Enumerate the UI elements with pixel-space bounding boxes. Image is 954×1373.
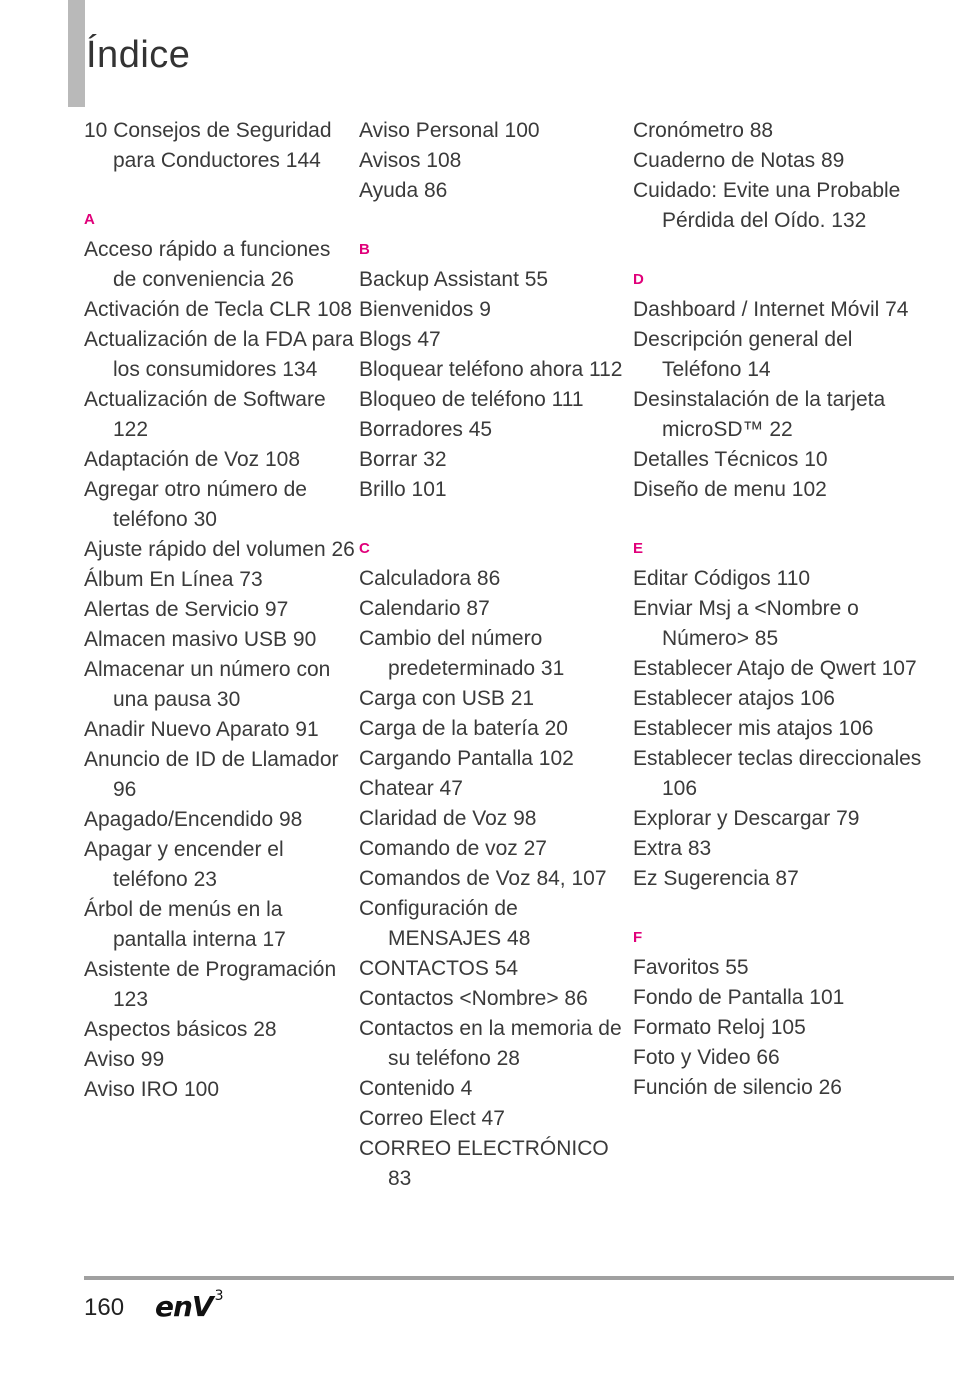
index-entry: Chatear 47 <box>359 777 463 800</box>
index-letter-heading: C <box>359 540 370 557</box>
index-entry: Cargando Pantalla 102 <box>359 747 574 770</box>
index-entry: Asistente de Programación 123 <box>84 958 337 1011</box>
index-entry: Actualización de la FDA para los consumidores 134 <box>84 328 354 381</box>
index-entry: Agregar otro número de teléfono 30 <box>84 478 307 531</box>
index-entry: 10 Consejos de Seguridad para Conductores 144 <box>84 119 332 172</box>
title-side-bar <box>68 0 85 107</box>
index-entry: Establecer mis atajos 106 <box>633 717 874 740</box>
index-entry: Formato Reloj 105 <box>633 1016 806 1039</box>
index-entry: Carga de la batería 20 <box>359 717 568 740</box>
env3-logo <box>155 1290 224 1326</box>
index-entry: Aviso IRO 100 <box>84 1078 220 1101</box>
index-entry: Activación de Tecla CLR 108 <box>84 298 353 321</box>
index-entry: Editar Códigos 110 <box>633 567 811 590</box>
index-entry: Adaptación de Voz 108 <box>84 448 301 471</box>
index-entry: Cuaderno de Notas 89 <box>633 149 845 172</box>
index-entry: Borradores 45 <box>359 418 493 441</box>
index-entry: Favoritos 55 <box>633 956 749 979</box>
index-letter-heading: D <box>633 271 644 288</box>
page-number: 160 <box>84 1294 125 1321</box>
footer-rule <box>84 1276 954 1280</box>
index-entry: Desinstalación de la tarjeta microSD™ 22 <box>633 388 886 441</box>
index-entry: Álbum En Línea 73 <box>84 568 263 591</box>
index-entry: Bloqueo de teléfono 111 <box>359 388 584 411</box>
index-entry: Borrar 32 <box>359 448 447 471</box>
index-entry: CORREO ELECTRÓNICO 83 <box>359 1137 609 1190</box>
index-entry: Establecer teclas direccionales 106 <box>633 747 922 800</box>
index-entry: Cuidado: Evite una Probable Pérdida del Oído. 132 <box>633 179 901 232</box>
index-entry: Cambio del número predeterminado 31 <box>359 627 565 680</box>
index-entry: Anadir Nuevo Aparato 91 <box>84 718 319 741</box>
index-entry: Claridad de Voz 98 <box>359 807 537 830</box>
index-entry: Función de silencio 26 <box>633 1076 842 1099</box>
index-entry: Foto y Video 66 <box>633 1046 780 1069</box>
index-entry: Blogs 47 <box>359 328 441 351</box>
index-entry: Actualización de Software 122 <box>84 388 326 441</box>
index-entry: Comandos de Voz 84, 107 <box>359 867 607 890</box>
index-entry: Calendario 87 <box>359 597 490 620</box>
index-column-3 <box>633 116 933 1103</box>
index-entry: Configuración de MENSAJES 48 <box>359 897 531 950</box>
logo-main-text: enV <box>155 1290 213 1323</box>
index-entry: Correo Elect 47 <box>359 1107 505 1130</box>
index-entry: Calculadora 86 <box>359 567 501 590</box>
index-entry: Enviar Msj a <Nombre o Número> 85 <box>633 597 859 650</box>
index-entry: Alertas de Servicio 97 <box>84 598 289 621</box>
index-entry: Contenido 4 <box>359 1077 473 1100</box>
index-entry: Cronómetro 88 <box>633 119 774 142</box>
index-entry: Ez Sugerencia 87 <box>633 867 799 890</box>
index-entry: Extra 83 <box>633 837 712 860</box>
index-entry: Explorar y Descargar 79 <box>633 807 860 830</box>
index-column-2 <box>359 116 631 1194</box>
index-entry: Aspectos básicos 28 <box>84 1018 277 1041</box>
index-entry: Apagar y encender el teléfono 23 <box>84 838 284 891</box>
index-entry: Aviso Personal 100 <box>359 119 540 142</box>
index-letter-heading: A <box>84 211 95 228</box>
logo-superscript: 3 <box>214 1288 224 1304</box>
index-entry: Árbol de menús en la pantalla interna 17 <box>84 898 286 951</box>
index-entry: Aviso 99 <box>84 1048 165 1071</box>
index-letter-heading: B <box>359 241 370 258</box>
index-entry: Almacen masivo USB 90 <box>84 628 317 651</box>
index-entry: Descripción general del Teléfono 14 <box>633 328 853 381</box>
index-entry: Acceso rápido a funciones de conveniencia 26 <box>84 238 331 291</box>
index-entry: Apagado/Encendido 98 <box>84 808 303 831</box>
index-entry: Contactos <Nombre> 86 <box>359 987 588 1010</box>
index-entry: Bienvenidos 9 <box>359 298 491 321</box>
index-entry: Establecer atajos 106 <box>633 687 835 710</box>
index-entry: Dashboard / Internet Móvil 74 <box>633 298 909 321</box>
index-entry: Comando de voz 27 <box>359 837 547 860</box>
index-entry: Almacenar un número con una pausa 30 <box>84 658 331 711</box>
index-entry: Backup Assistant 55 <box>359 268 549 291</box>
index-entry: Detalles Técnicos 10 <box>633 448 828 471</box>
index-entry: Establecer Atajo de Qwert 107 <box>633 657 917 680</box>
index-entry: Ayuda 86 <box>359 179 448 202</box>
index-entry: CONTACTOS 54 <box>359 957 519 980</box>
index-entry: Ajuste rápido del volumen 26 <box>84 538 355 561</box>
index-entry: Fondo de Pantalla 101 <box>633 986 845 1009</box>
page-title: Índice <box>86 34 191 76</box>
index-letter-heading: F <box>633 929 643 946</box>
index-entry: Anuncio de ID de Llamador 96 <box>84 748 339 801</box>
index-entry: Bloquear teléfono ahora 112 <box>359 358 623 381</box>
index-entry: Contactos en la memoria de su teléfono 28 <box>359 1017 622 1070</box>
index-entry: Avisos 108 <box>359 149 462 172</box>
index-column-1 <box>84 116 356 1105</box>
index-entry: Carga con USB 21 <box>359 687 535 710</box>
index-entry: Brillo 101 <box>359 478 447 501</box>
index-letter-heading: E <box>633 540 644 557</box>
index-entry: Diseño de menu 102 <box>633 478 827 501</box>
